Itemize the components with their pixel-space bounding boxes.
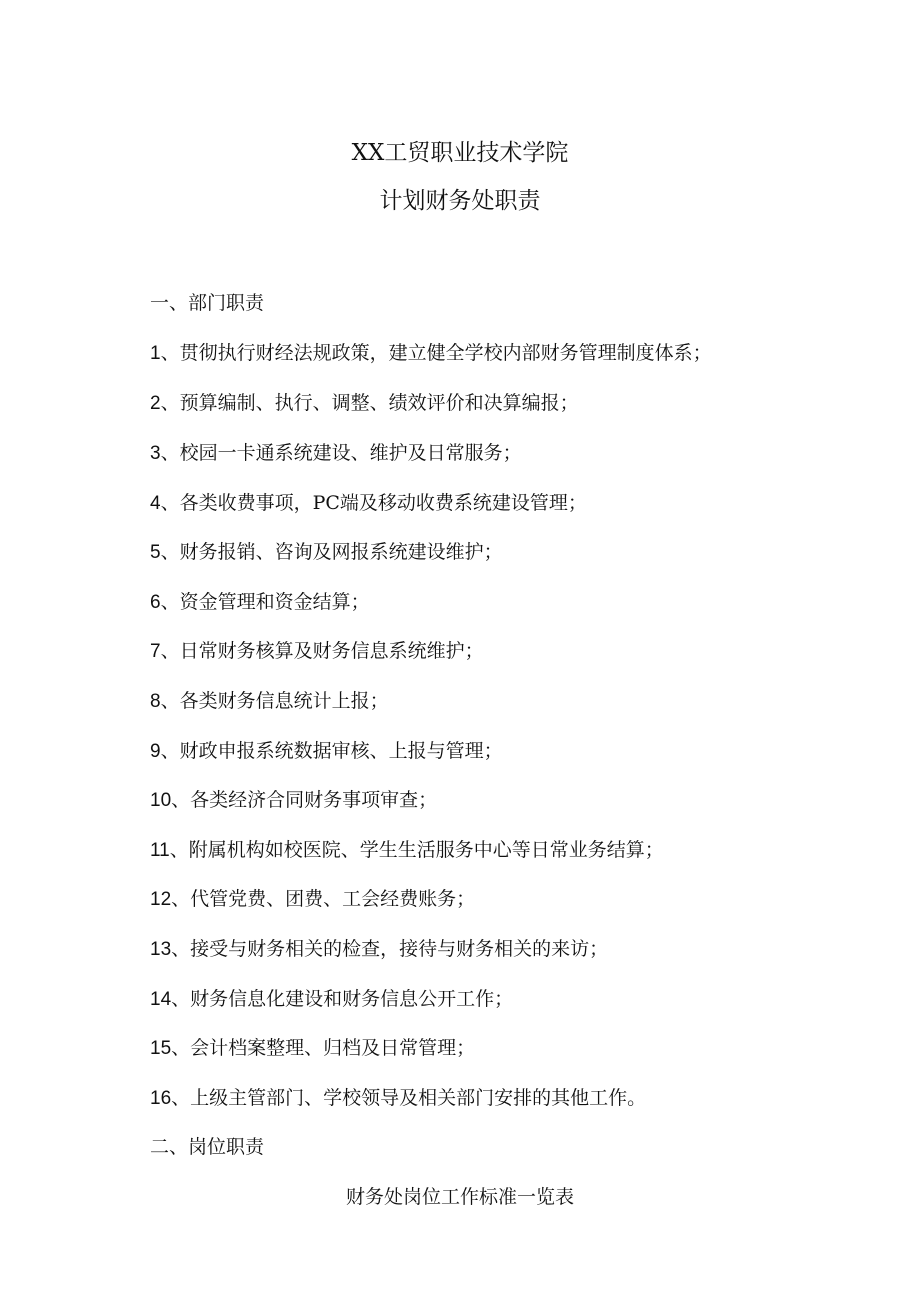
duty-item xyxy=(150,589,370,616)
duty-number: 11 xyxy=(150,840,170,861)
duty-number: 12 xyxy=(150,889,172,910)
duty-item xyxy=(150,936,608,963)
duty-item xyxy=(150,688,389,715)
duty-item xyxy=(150,837,664,864)
duty-number: 3 xyxy=(150,443,161,464)
duty-text: 、接受与财务相关的检查，接待与财务相关的来访； xyxy=(171,938,609,960)
document-subtitle: 计划财务处职责 xyxy=(379,188,541,214)
duty-item xyxy=(150,440,522,467)
duty-number: 6 xyxy=(150,592,161,613)
duty-text: 、资金管理和资金结算； xyxy=(160,591,370,613)
duty-item xyxy=(150,638,484,665)
duty-text: 、预算编制、执行、调整、绩效评价和决算编报； xyxy=(160,392,579,414)
duty-item xyxy=(150,1035,475,1062)
duty-number: 10 xyxy=(150,790,172,811)
duty-item xyxy=(150,539,503,566)
duty-number: 8 xyxy=(150,691,161,712)
duty-text: 、上级主管部门、学校领导及相关部门安排的其他工作。 xyxy=(171,1087,647,1109)
duty-number: 16 xyxy=(150,1088,172,1109)
duty-item xyxy=(150,340,712,367)
duty-text: 、附属机构如校医院、学生生活服务中心等日常业务结算； xyxy=(169,839,664,861)
duty-number: 1 xyxy=(150,343,161,364)
duty-text: 、财务信息化建设和财务信息公开工作； xyxy=(171,988,514,1010)
duty-text: 、各类财务信息统计上报； xyxy=(160,690,389,712)
table-title: 财务处岗位工作标准一览表 xyxy=(345,1186,574,1208)
duty-text: 、财务报销、咨询及网报系统建设维护； xyxy=(160,541,503,563)
duty-text: 、代管党费、团费、工会经费账务； xyxy=(171,888,476,910)
document-title: XX工贸职业技术学院 xyxy=(351,140,569,166)
duty-number: 15 xyxy=(150,1038,172,1059)
duty-item xyxy=(150,986,513,1013)
duty-number: 7 xyxy=(150,641,161,662)
duty-item xyxy=(150,490,587,517)
duty-number: 14 xyxy=(150,989,172,1010)
duty-text: 、贯彻执行财经法规政策，建立健全学校内部财务管理制度体系； xyxy=(160,342,712,364)
duty-number: 4 xyxy=(150,493,161,514)
duty-number: 13 xyxy=(150,939,172,960)
section-heading-department-duties: 一、部门职责 xyxy=(150,292,265,314)
duty-text: 、会计档案整理、归档及日常管理； xyxy=(171,1037,476,1059)
duty-item xyxy=(150,886,475,913)
duty-number: 9 xyxy=(150,741,161,762)
duty-item xyxy=(150,738,503,765)
duty-text: 、校园一卡通系统建设、维护及日常服务； xyxy=(160,442,522,464)
duty-item xyxy=(150,787,437,814)
duty-item xyxy=(150,390,579,417)
duty-number: 5 xyxy=(150,542,161,563)
duty-text: 、财政申报系统数据审核、上报与管理； xyxy=(160,740,503,762)
duty-number: 2 xyxy=(150,393,161,414)
duty-item xyxy=(150,1085,646,1112)
duty-text: 、各类收费事项，PC端及移动收费系统建设管理； xyxy=(160,492,587,514)
duty-text: 、日常财务核算及财务信息系统维护； xyxy=(160,640,484,662)
duty-text: 、各类经济合同财务事项审查； xyxy=(171,789,438,811)
section-heading-post-duties: 二、岗位职责 xyxy=(150,1136,265,1158)
